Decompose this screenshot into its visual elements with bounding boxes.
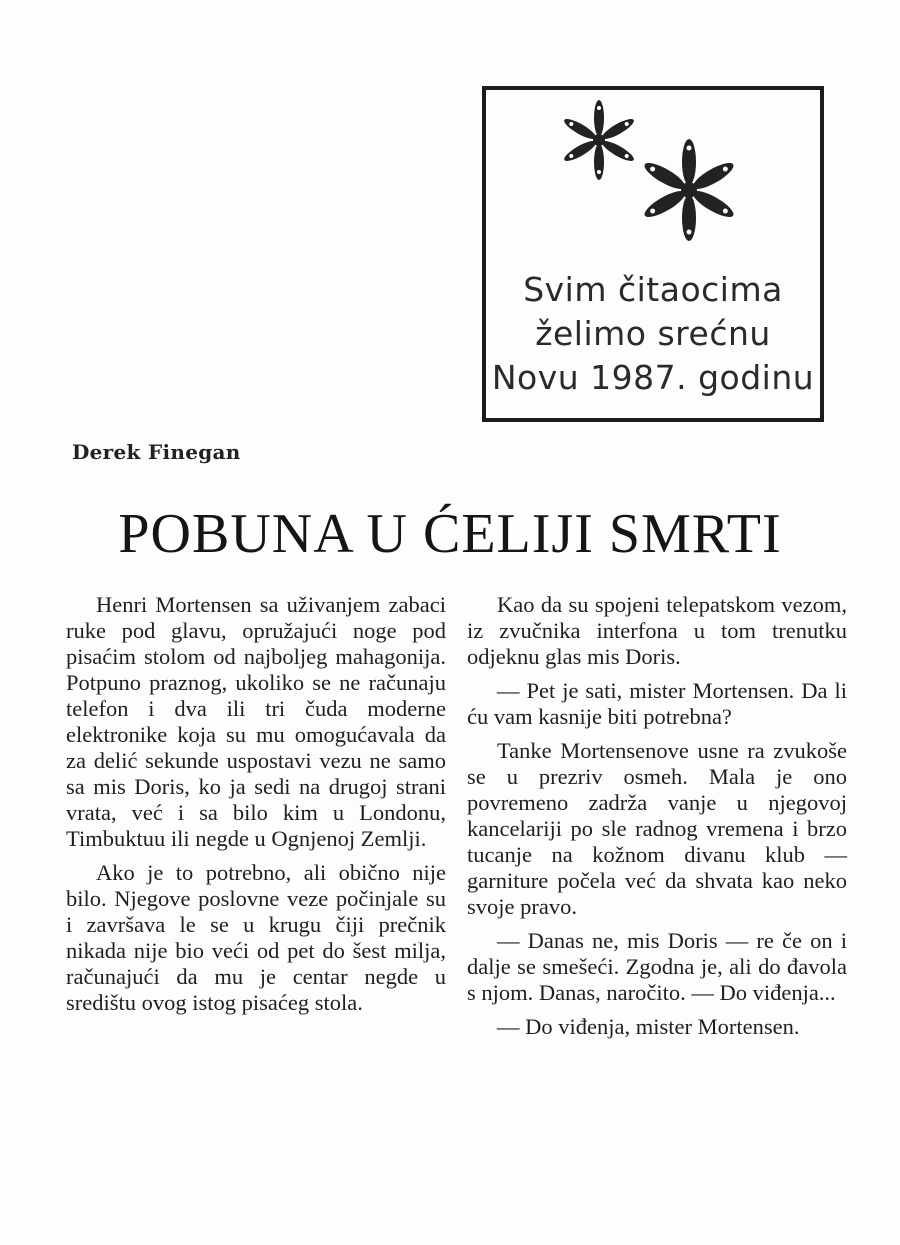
paragraph: Henri Mortensen sa uživanjem zabaci ruke pod glavu, opružajući noge pod pisaćim stolom od najboljeg mahagonija. Potpuno praznog, ukoliko se ne računaju telefon i dva ili tri čuda moderne elektronike koja su mu omogućavala da za delić sekunde uspostavi vezu ne samo sa mis Doris, ko ja sedi na drugoj strani vrata, već i sa bilo kim u Londonu, Timbuktuu ili negde u Ognjenoj Zemlji. [66,592,446,851]
paragraph: — Do viđenja, mister Mortensen. [497,1014,800,1039]
snowflake-icon-left [562,100,636,180]
greeting-line: želimo srećnu [535,314,771,353]
article-title: POBUNA U ĆELIJI SMRTI [118,503,782,565]
paragraph: Tanke Mortensenove usne ra zvukoše se u prezriv osmeh. Mala je ono povremeno zadrža vanje u njegovoj kancelariji po sle radnog vremena i brzo tucanje na kožnom divanu klub — garniture počela već da shvata kao neko svoje pravo. [467,738,847,919]
article-column-left [66,592,446,1024]
article-author: Derek Finegan [72,440,241,464]
greeting-line: Novu 1987. godinu [491,358,815,397]
paragraph: — Danas ne, mis Doris — re če on i dalje se smešeći. Zgodna je, ali do đavola s njom. Danas, naročito. — Do viđenja... [467,928,847,1005]
paragraph: — Pet je sati, mister Mortensen. Da li ću vam kasnije biti potrebna? [467,678,847,729]
article-column-right [467,592,847,1048]
snowflake-icon-right [641,139,736,241]
snowflake-icons [486,90,820,260]
greeting-text [486,268,820,400]
greeting-line: Svim čitaocima [523,270,783,309]
new-year-greeting-box [482,86,824,422]
paragraph: Kao da su spojeni telepatskom vezom, iz zvučnika interfona u tom trenutku odjeknu glas mis Doris. [467,592,847,669]
paragraph: Ako je to potrebno, ali obično nije bilo. Njegove poslovne veze počinjale su i završava le se u krugu čiji prečnik nikada nije bio veći od pet do šest milja, računajući da mu je centar negde u središtu ovog istog pisaćeg stola. [66,860,446,1015]
